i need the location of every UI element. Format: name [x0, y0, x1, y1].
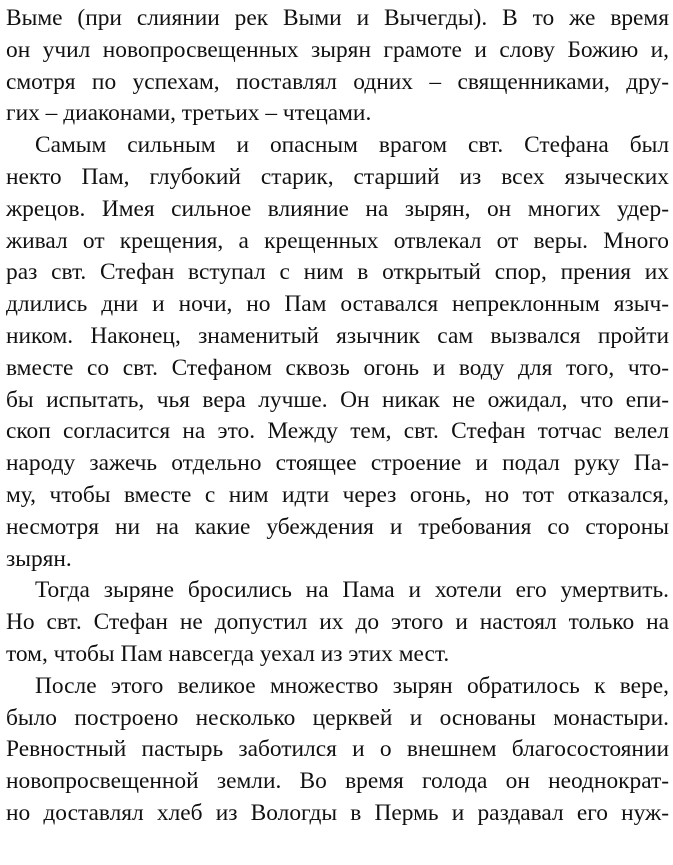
page-body	[6, 3, 669, 830]
paragraph-1	[6, 3, 669, 130]
text-line: народу зажечь отдельно стоящее строение и подал руку Па-	[6, 450, 669, 477]
text-line: некто Пам, глубокий старик, старший из всех языческих	[6, 163, 669, 190]
paragraph-3	[6, 575, 669, 670]
text-line: длились дни и ночи, но Пам оставался непреклонным языч-	[6, 291, 669, 318]
text-line: несмотря ни на какие убеждения и требования со стороны	[6, 513, 669, 540]
text-line: новопросвещенной земли. Во время голода он неоднократ-	[6, 768, 669, 795]
text-line: раз свт. Стефан вступал с ним в открытый спор, прения их	[6, 259, 669, 286]
paragraph-2	[6, 130, 669, 575]
text-line: том, чтобы Пам навсегда уехал из этих мест.	[6, 640, 450, 667]
text-line: но доставлял хлеб из Вологды в Пермь и раздавал его нуж-	[6, 799, 669, 826]
text-line: он учил новопросвещенных зырян грамоте и слову Божию и,	[6, 36, 669, 63]
text-line: смотря по успехам, поставлял одних – священниками, дру-	[6, 68, 669, 95]
text-line: Ревностный пастырь заботился и о внешнем благосостоянии	[6, 736, 669, 763]
text-line: живал от крещения, а крещенных отвлекал от веры. Много	[6, 227, 669, 254]
text-line: вместе со свт. Стефаном сквозь огонь и воду для того, что-	[6, 354, 669, 381]
text-line: скоп согласится на это. Между тем, свт. Стефан тотчас велел	[6, 418, 669, 445]
text-line: му, чтобы вместе с ним идти через огонь, но тот отказался,	[6, 481, 669, 508]
text-line: Тогда зыряне бросились на Пама и хотели его умертвить.	[35, 577, 669, 604]
text-line: Но свт. Стефан не допустил их до этого и настоял только на	[6, 609, 669, 636]
text-line: зырян.	[6, 545, 72, 572]
text-line: После этого великое множество зырян обратилось к вере,	[35, 672, 669, 699]
text-line: было построено несколько церквей и основаны монастыри.	[6, 704, 669, 731]
text-line: Самым сильным и опасным врагом свт. Стефана был	[35, 132, 669, 159]
text-line: Выме (при слиянии рек Выми и Вычегды). В то же время	[6, 5, 669, 31]
text-line: бы испытать, чья вера лучше. Он никак не ожидал, что епи-	[6, 386, 669, 413]
text-line: ником. Наконец, знаменитый язычник сам вызвался пройти	[6, 322, 669, 349]
text-line: гих – диаконами, третьих – чтецами.	[6, 100, 372, 127]
text-line: жрецов. Имея сильное влияние на зырян, он многих удер-	[6, 195, 669, 222]
paragraph-4	[6, 671, 669, 830]
